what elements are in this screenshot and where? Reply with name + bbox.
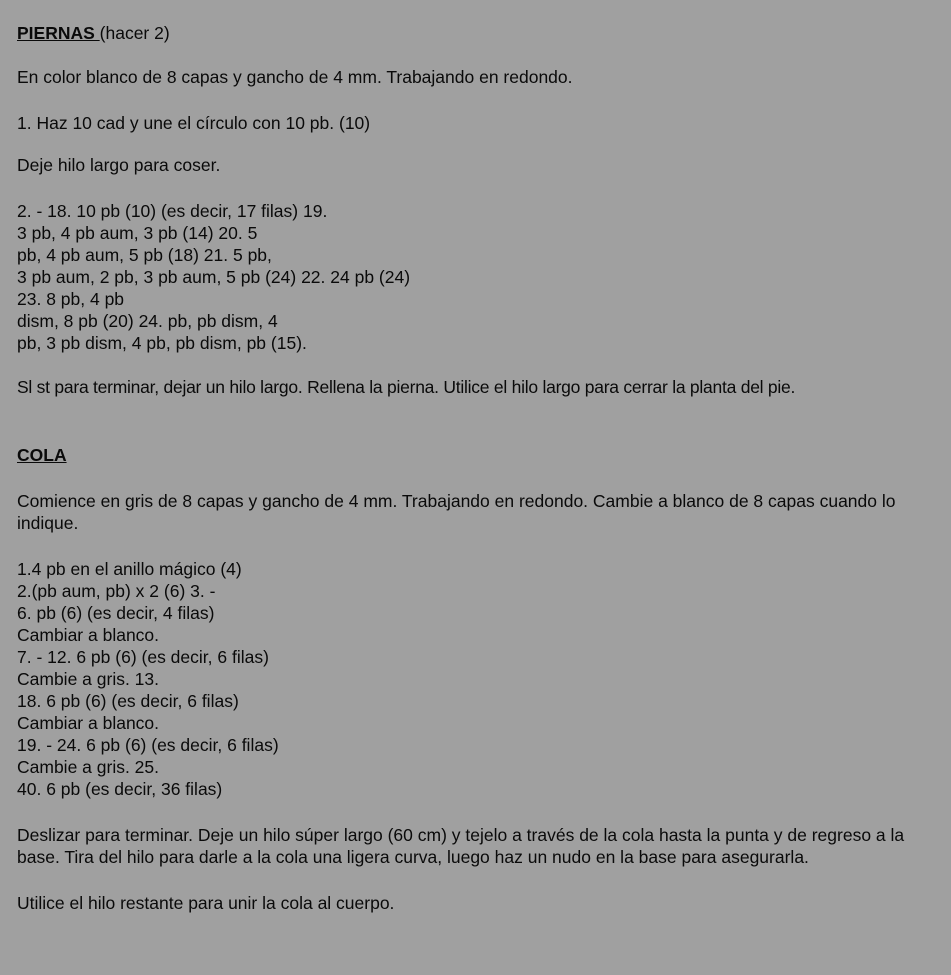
cola-row: Cambiar a blanco. <box>17 625 160 645</box>
piernas-heading-note: (hacer 2) <box>99 23 170 43</box>
cola-intro: Comience en gris de 8 capas y gancho de 4 mm. Trabajando en redondo. Cambie a blanco de 8 capas cuando lo indique. <box>17 491 896 533</box>
piernas-intro: En color blanco de 8 capas y gancho de 4 mm. Trabajando en redondo. <box>17 67 573 87</box>
cola-row: 40. 6 pb (es decir, 36 filas) <box>17 779 223 799</box>
cola-last: Utilice el hilo restante para unir la cola al cuerpo. <box>17 893 395 913</box>
cola-row: 19. - 24. 6 pb (6) (es decir, 6 filas) <box>17 735 279 755</box>
piernas-row: pb, 4 pb aum, 5 pb (18) 21. 5 pb, <box>17 245 272 265</box>
piernas-row: 2. - 18. 10 pb (10) (es decir, 17 filas) 19. <box>17 201 328 221</box>
cola-row: Cambie a gris. 13. <box>17 669 160 689</box>
cola-row: 6. pb (6) (es decir, 4 filas) <box>17 603 215 623</box>
piernas-note: Deje hilo largo para coser. <box>17 155 221 175</box>
section-piernas <box>17 22 942 398</box>
piernas-step-1: 1. Haz 10 cad y une el círculo con 10 pb. (10) <box>17 113 371 133</box>
document-page <box>17 22 942 914</box>
cola-row: Cambie a gris. 25. <box>17 757 160 777</box>
cola-finish: Deslizar para terminar. Deje un hilo súper largo (60 cm) y tejelo a través de la cola hasta la punta y de regreso a la base. Tira del hilo para darle a la cola una ligera curva, luego haz un nudo en la base para asegurarla. <box>17 825 905 867</box>
piernas-row: 23. 8 pb, 4 pb <box>17 289 125 309</box>
cola-row: 7. - 12. 6 pb (6) (es decir, 6 filas) <box>17 647 269 667</box>
piernas-row: 3 pb, 4 pb aum, 3 pb (14) 20. 5 <box>17 223 258 243</box>
piernas-heading: PIERNAS <box>17 23 100 43</box>
piernas-row: 3 pb aum, 2 pb, 3 pb aum, 5 pb (24) 22. 24 pb (24) <box>17 267 411 287</box>
section-cola <box>17 444 942 914</box>
piernas-row: pb, 3 pb dism, 4 pb, pb dism, pb (15). <box>17 333 307 353</box>
piernas-finish: Sl st para terminar, dejar un hilo largo. Rellena la pierna. Utilice el hilo largo para cerrar la planta del pie. <box>17 377 796 397</box>
piernas-rows <box>17 200 942 354</box>
cola-rows <box>17 558 942 800</box>
cola-row: 2.(pb aum, pb) x 2 (6) 3. - <box>17 581 216 601</box>
cola-row: 18. 6 pb (6) (es decir, 6 filas) <box>17 691 239 711</box>
piernas-title-row <box>17 22 942 44</box>
cola-row: 1.4 pb en el anillo mágico (4) <box>17 559 242 579</box>
piernas-row: dism, 8 pb (20) 24. pb, pb dism, 4 <box>17 311 278 331</box>
cola-heading: COLA <box>17 445 67 465</box>
cola-row: Cambiar a blanco. <box>17 713 160 733</box>
